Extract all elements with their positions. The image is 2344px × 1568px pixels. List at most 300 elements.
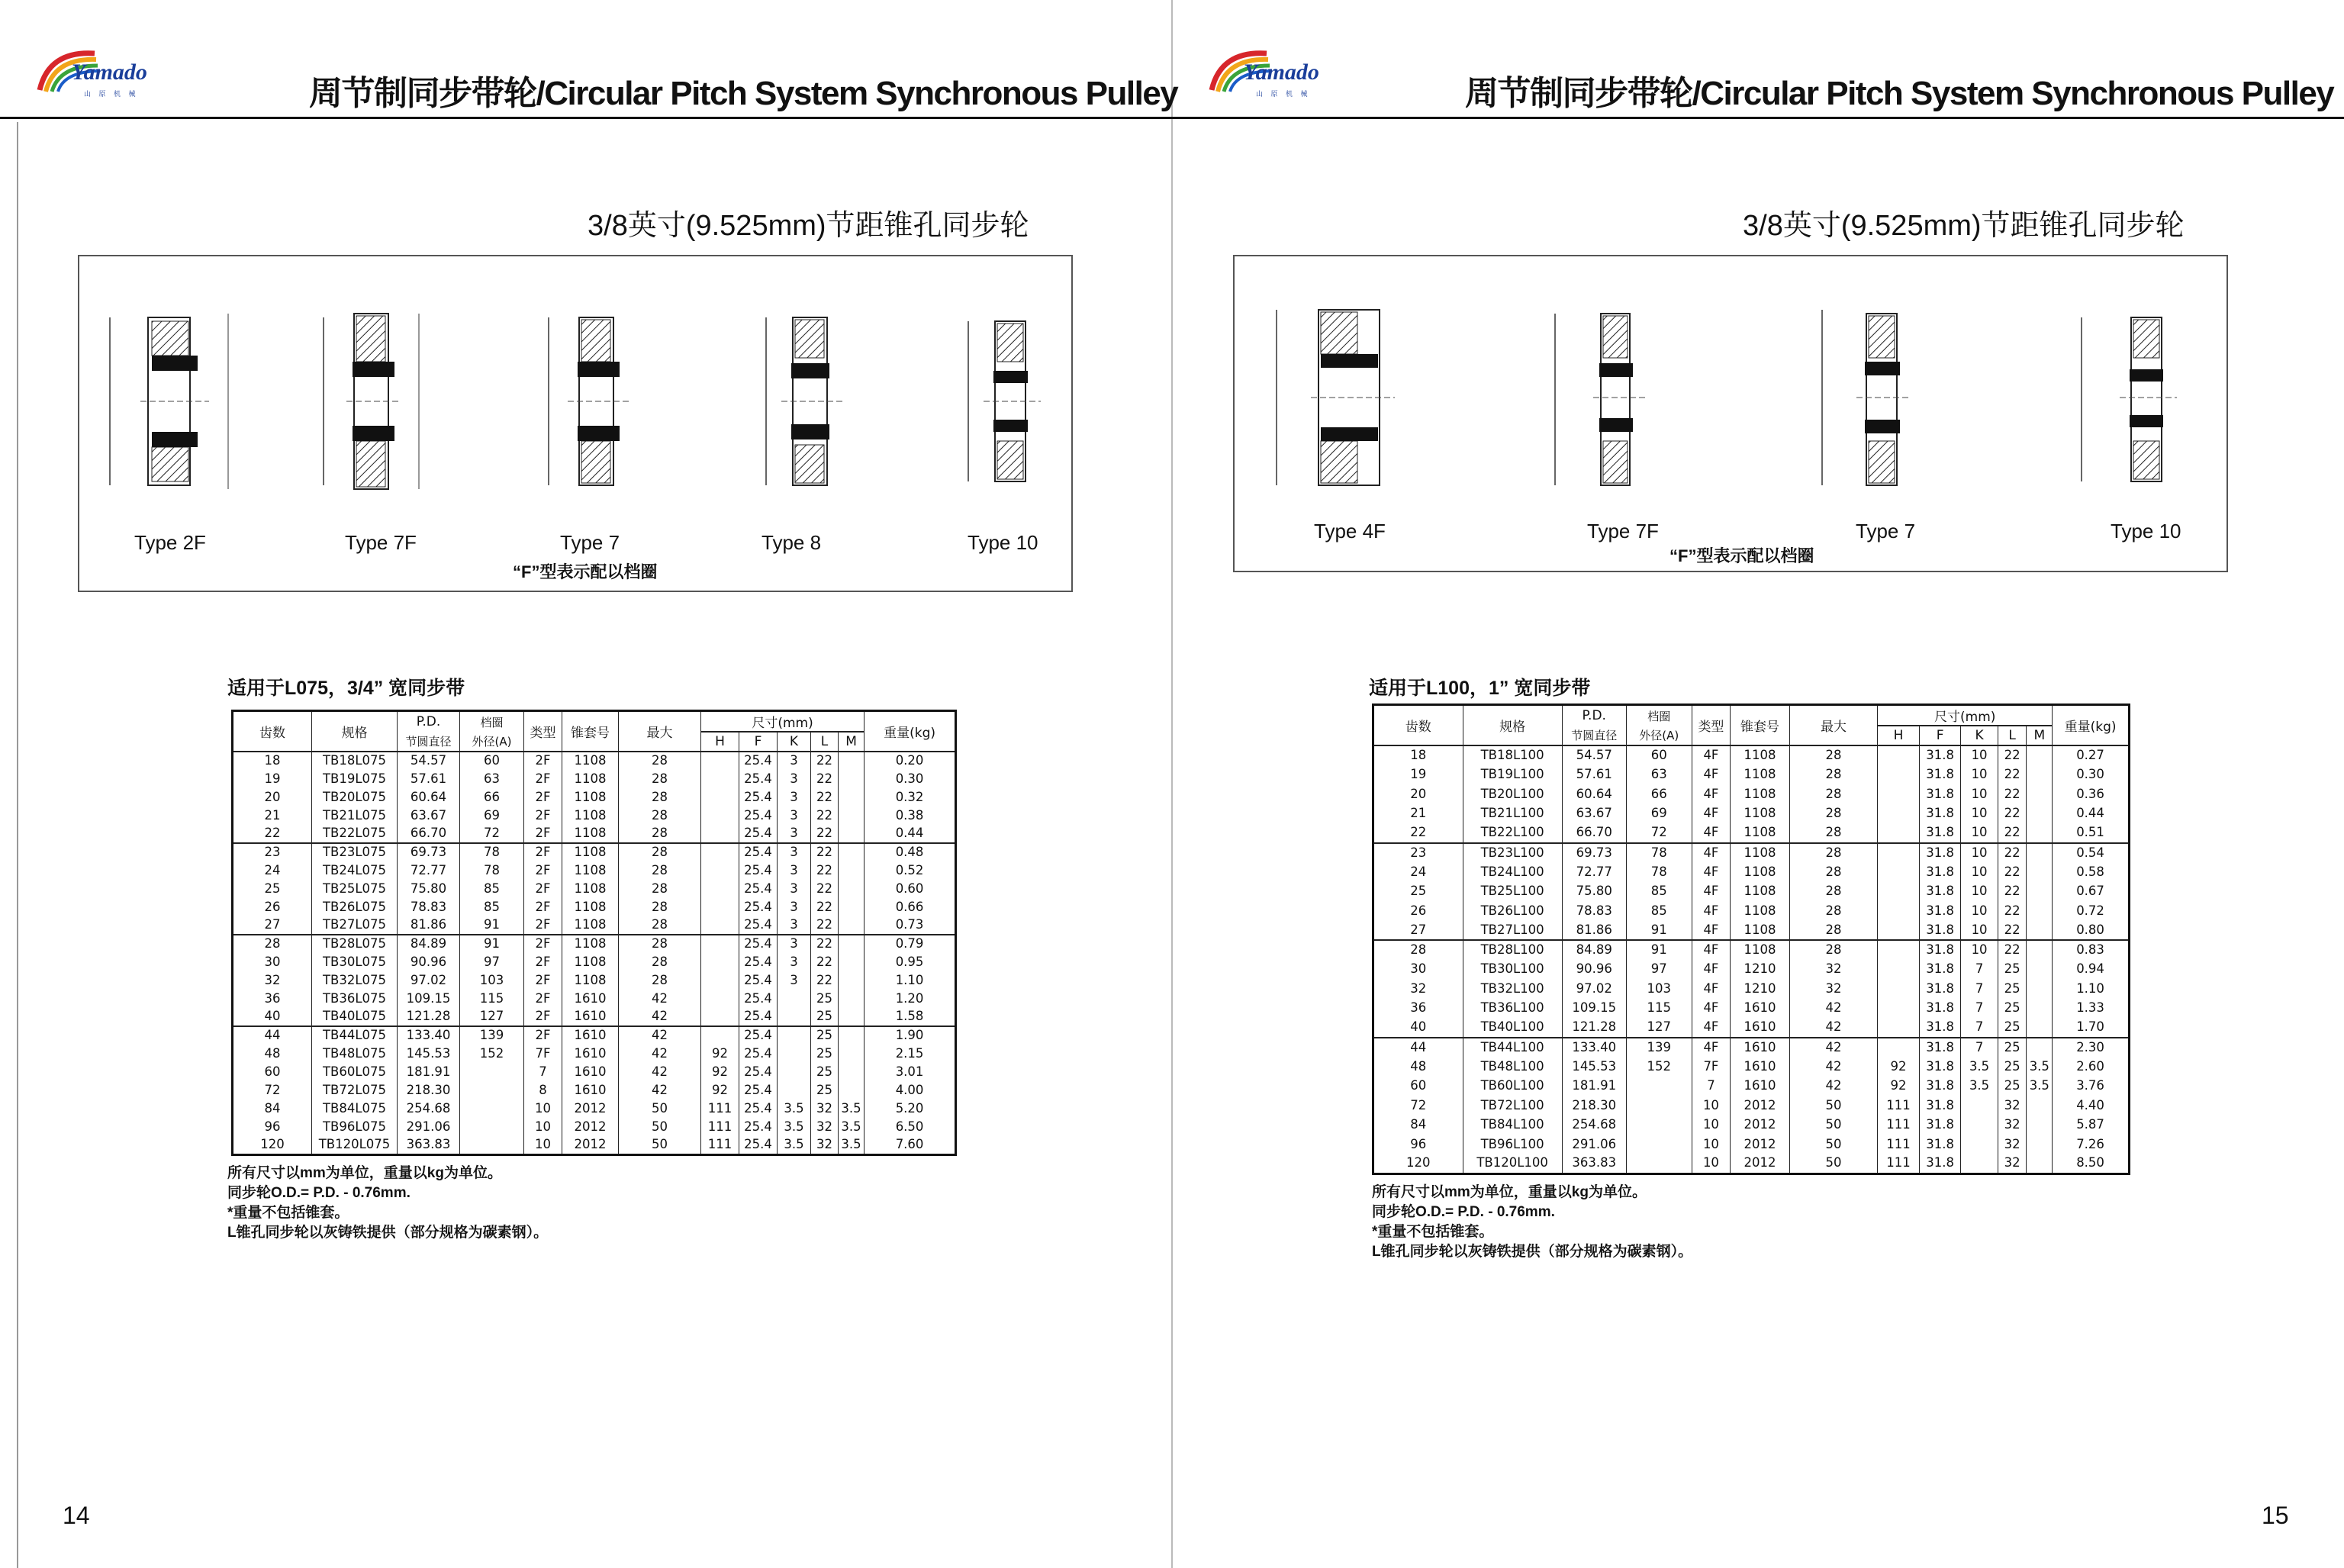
col-k: K bbox=[778, 732, 811, 752]
table-cell: 26 bbox=[233, 898, 312, 916]
table-cell: 7 bbox=[1961, 999, 1998, 1019]
table-cell: 25 bbox=[1998, 999, 2027, 1019]
table-cell: TB28L100 bbox=[1463, 940, 1562, 960]
table-cell: 28 bbox=[1789, 823, 1877, 843]
table-cell: TB120L075 bbox=[312, 1136, 398, 1154]
table-cell bbox=[1878, 921, 1920, 941]
table-cell bbox=[1878, 862, 1920, 882]
table-row bbox=[233, 1081, 956, 1100]
table-cell: 3 bbox=[778, 825, 811, 843]
table-cell: 363.83 bbox=[1562, 1154, 1626, 1174]
table-cell: 2012 bbox=[1731, 1116, 1790, 1135]
table-cell: 60 bbox=[233, 1063, 312, 1081]
table-cell: 22 bbox=[811, 825, 839, 843]
table-cell: 0.48 bbox=[865, 843, 956, 861]
table-cell: 31.8 bbox=[1919, 784, 1961, 804]
table-row bbox=[1373, 1135, 2130, 1154]
table-cell: 3 bbox=[778, 953, 811, 971]
table-cell: 10 bbox=[1961, 940, 1998, 960]
table-cell: 111 bbox=[1878, 1116, 1920, 1135]
type-label: Type 4F bbox=[1314, 520, 1386, 543]
table-cell: 25 bbox=[811, 1026, 839, 1045]
section-subtitle: 3/8英寸(9.525mm)节距锥孔同步轮 bbox=[588, 210, 1029, 242]
table-cell: 22 bbox=[1998, 901, 2027, 921]
table-cell: 111 bbox=[701, 1136, 739, 1154]
table-cell bbox=[701, 825, 739, 843]
table-cell: 4F bbox=[1692, 999, 1730, 1019]
table-cell: 22 bbox=[1998, 823, 2027, 843]
table-cell: 3 bbox=[778, 971, 811, 990]
table-cell: 25.4 bbox=[739, 1026, 778, 1045]
table-cell: 66.70 bbox=[398, 825, 460, 843]
table-cell: 145.53 bbox=[398, 1045, 460, 1063]
table-cell: 25.4 bbox=[739, 825, 778, 843]
table-cell: TB32L075 bbox=[312, 971, 398, 990]
type-8-drawing bbox=[766, 317, 842, 485]
table-cell bbox=[1878, 882, 1920, 902]
table-cell: 4F bbox=[1692, 979, 1730, 999]
table-cell: TB32L100 bbox=[1463, 979, 1562, 999]
col-bush: 锥套号 bbox=[562, 711, 619, 752]
table-cell: 50 bbox=[1789, 1154, 1877, 1174]
table-cell: 1108 bbox=[562, 843, 619, 861]
type-7-drawing bbox=[549, 317, 629, 485]
table-cell bbox=[839, 971, 865, 990]
table-cell: 31.8 bbox=[1919, 979, 1961, 999]
table-cell: 0.83 bbox=[2053, 940, 2130, 960]
table-cell: 2F bbox=[524, 953, 562, 971]
col-teeth: 齿数 bbox=[233, 711, 312, 752]
table-row bbox=[233, 953, 956, 971]
table-cell bbox=[839, 1026, 865, 1045]
table-cell: 0.58 bbox=[2053, 862, 2130, 882]
table-cell: 2012 bbox=[1731, 1135, 1790, 1154]
table-cell bbox=[2027, 843, 2053, 863]
table-cell: 32 bbox=[811, 1100, 839, 1118]
table-cell: 0.20 bbox=[865, 752, 956, 770]
table-cell: TB72L100 bbox=[1463, 1096, 1562, 1116]
table-cell: 28 bbox=[1789, 940, 1877, 960]
table-cell: TB60L075 bbox=[312, 1063, 398, 1081]
table-cell: 25.4 bbox=[739, 880, 778, 898]
table-cell: 25.4 bbox=[739, 1136, 778, 1154]
table-cell bbox=[460, 1063, 524, 1081]
table-cell: 2012 bbox=[562, 1100, 619, 1118]
table-cell: 3 bbox=[778, 880, 811, 898]
table-cell: TB72L075 bbox=[312, 1081, 398, 1100]
col-dims: 尺寸(mm) bbox=[1878, 705, 2053, 726]
table-cell: 10 bbox=[1692, 1116, 1730, 1135]
table-cell: 69.73 bbox=[1562, 843, 1626, 863]
type-7f-drawing bbox=[324, 314, 419, 489]
table-cell: 3.5 bbox=[839, 1136, 865, 1154]
table-cell: 81.86 bbox=[398, 916, 460, 935]
table-row bbox=[233, 880, 956, 898]
table-row bbox=[1373, 1096, 2130, 1116]
table-cell bbox=[701, 807, 739, 825]
table-cell: 84.89 bbox=[398, 935, 460, 953]
table-cell bbox=[2027, 1135, 2053, 1154]
table-cell bbox=[839, 752, 865, 770]
table-cell: 3.5 bbox=[778, 1100, 811, 1118]
table-cell: 69 bbox=[460, 807, 524, 825]
table-cell: TB20L100 bbox=[1463, 784, 1562, 804]
table-cell bbox=[701, 861, 739, 880]
table-body bbox=[1373, 745, 2130, 1174]
type-label: Type 10 bbox=[968, 531, 1038, 554]
table-cell: 25 bbox=[1998, 1038, 2027, 1058]
table-row bbox=[1373, 1154, 2130, 1174]
table-cell bbox=[1626, 1096, 1692, 1116]
table-cell: 72 bbox=[233, 1081, 312, 1100]
table-cell: 218.30 bbox=[1562, 1096, 1626, 1116]
table-cell: 22 bbox=[1998, 784, 2027, 804]
table-cell: 22 bbox=[811, 752, 839, 770]
table-cell: 115 bbox=[1626, 999, 1692, 1019]
table-row bbox=[233, 825, 956, 843]
table-cell bbox=[701, 752, 739, 770]
col-weight: 重量(kg) bbox=[2053, 705, 2130, 746]
table-cell: 139 bbox=[1626, 1038, 1692, 1058]
table-cell: 60.64 bbox=[398, 788, 460, 807]
table-cell: 42 bbox=[1789, 1057, 1877, 1077]
footnote: 所有尺寸以mm为单位，重量以kg为单位。 bbox=[1372, 1184, 1647, 1200]
table-cell: 25.4 bbox=[739, 898, 778, 916]
table-cell: 0.44 bbox=[2053, 804, 2130, 824]
table-cell bbox=[460, 1100, 524, 1118]
table-cell bbox=[1878, 960, 1920, 980]
table-row bbox=[233, 898, 956, 916]
table-cell: 28 bbox=[233, 935, 312, 953]
table-cell: 2012 bbox=[562, 1136, 619, 1154]
table-cell bbox=[839, 861, 865, 880]
table-cell: 0.95 bbox=[865, 953, 956, 971]
table-cell: 31.8 bbox=[1919, 999, 1961, 1019]
table-cell: 2012 bbox=[1731, 1154, 1790, 1174]
table-cell: 28 bbox=[619, 916, 701, 935]
table-cell: 127 bbox=[460, 1008, 524, 1026]
type-label: Type 7F bbox=[345, 531, 417, 554]
table-row bbox=[1373, 979, 2130, 999]
table-cell: 8.50 bbox=[2053, 1154, 2130, 1174]
col-h: H bbox=[701, 732, 739, 752]
table-cell: 2F bbox=[524, 971, 562, 990]
col-teeth: 齿数 bbox=[1373, 705, 1463, 746]
table-cell: 4F bbox=[1692, 940, 1730, 960]
table-cell: TB21L100 bbox=[1463, 804, 1562, 824]
table-cell bbox=[1961, 1116, 1998, 1135]
table-cell: 4F bbox=[1692, 901, 1730, 921]
table-cell: TB84L100 bbox=[1463, 1116, 1562, 1135]
table-cell: 31.8 bbox=[1919, 901, 1961, 921]
footnote: L锥孔同步轮以灰铸铁提供（部分规格为碳素钢）。 bbox=[227, 1225, 549, 1241]
table-cell: 96 bbox=[233, 1118, 312, 1136]
table-cell: 78 bbox=[460, 843, 524, 861]
table-cell: 28 bbox=[1789, 901, 1877, 921]
table-cell: 1.10 bbox=[865, 971, 956, 990]
table-cell: 25 bbox=[1998, 1077, 2027, 1096]
table-cell bbox=[2027, 745, 2053, 765]
table-cell bbox=[1878, 843, 1920, 863]
col-f: F bbox=[739, 732, 778, 752]
table-cell: 78.83 bbox=[1562, 901, 1626, 921]
logo-subtext: 山 原 机 械 bbox=[1256, 90, 1311, 98]
table-cell bbox=[2027, 1018, 2053, 1038]
table-cell: TB19L100 bbox=[1463, 765, 1562, 785]
table-cell: 96 bbox=[1373, 1135, 1463, 1154]
table-cell: 5.87 bbox=[2053, 1116, 2130, 1135]
table-cell: 26 bbox=[1373, 901, 1463, 921]
table-row bbox=[233, 861, 956, 880]
table-cell: 4.00 bbox=[865, 1081, 956, 1100]
col-m: M bbox=[2027, 726, 2053, 745]
table-cell: 28 bbox=[1789, 765, 1877, 785]
table-cell: 2F bbox=[524, 898, 562, 916]
table-cell: 7 bbox=[1961, 1018, 1998, 1038]
table-cell: 25.4 bbox=[739, 916, 778, 935]
table-cell: 31.8 bbox=[1919, 940, 1961, 960]
col-l: L bbox=[811, 732, 839, 752]
table-cell: 22 bbox=[811, 898, 839, 916]
table-cell: 31.8 bbox=[1919, 1077, 1961, 1096]
table-cell: 78 bbox=[460, 861, 524, 880]
table-cell bbox=[839, 825, 865, 843]
table-cell: 1108 bbox=[562, 898, 619, 916]
table-cell: 72.77 bbox=[1562, 862, 1626, 882]
table-cell: 121.28 bbox=[1562, 1018, 1626, 1038]
table-cell bbox=[839, 990, 865, 1008]
table-cell: 22 bbox=[1998, 765, 2027, 785]
table-cell: 69.73 bbox=[398, 843, 460, 861]
table-cell: 3 bbox=[778, 788, 811, 807]
table-row bbox=[1373, 940, 2130, 960]
table-cell bbox=[839, 916, 865, 935]
table-cell: 1610 bbox=[1731, 1018, 1790, 1038]
table-title: 适用于L100，1” 宽同步带 bbox=[1369, 678, 1591, 699]
table-cell: 3.5 bbox=[2027, 1057, 2053, 1077]
logo-text: Yamado bbox=[1244, 60, 1319, 85]
table-cell: 50 bbox=[619, 1136, 701, 1154]
table-row bbox=[233, 807, 956, 825]
table-cell: 10 bbox=[1961, 843, 1998, 863]
table-cell: TB18L075 bbox=[312, 752, 398, 770]
table-cell: 22 bbox=[811, 843, 839, 861]
yamado-logo bbox=[1206, 44, 1343, 98]
table-cell: 28 bbox=[1789, 804, 1877, 824]
table-cell: TB40L075 bbox=[312, 1008, 398, 1026]
col-type: 类型 bbox=[1692, 705, 1730, 746]
table-cell: 10 bbox=[1692, 1154, 1730, 1174]
table-cell: 40 bbox=[1373, 1018, 1463, 1038]
col-pd: P.D. bbox=[1562, 705, 1626, 726]
table-cell: 4F bbox=[1692, 862, 1730, 882]
table-cell bbox=[2027, 1154, 2053, 1174]
table-cell: 25 bbox=[1998, 979, 2027, 999]
table-cell: 28 bbox=[619, 953, 701, 971]
col-bush: 锥套号 bbox=[1731, 705, 1790, 746]
table-cell: 1108 bbox=[1731, 745, 1790, 765]
table-cell: 40 bbox=[233, 1008, 312, 1026]
table-cell: 3.5 bbox=[778, 1118, 811, 1136]
table-cell: 32 bbox=[1998, 1154, 2027, 1174]
header-rule bbox=[0, 117, 1172, 119]
col-flange-sub: 外径(A) bbox=[460, 732, 524, 752]
table-cell: 54.57 bbox=[398, 752, 460, 770]
table-row bbox=[1373, 843, 2130, 863]
table-cell bbox=[778, 1063, 811, 1081]
col-flange: 档圈 bbox=[1626, 705, 1692, 726]
table-cell: 120 bbox=[233, 1136, 312, 1154]
table-cell: 10 bbox=[1961, 745, 1998, 765]
col-pd: P.D. bbox=[398, 711, 460, 732]
table-row bbox=[1373, 882, 2130, 902]
col-f: F bbox=[1919, 726, 1961, 745]
table-row bbox=[233, 1045, 956, 1063]
table-cell: TB28L075 bbox=[312, 935, 398, 953]
table-cell: 50 bbox=[1789, 1116, 1877, 1135]
table-cell: 0.44 bbox=[865, 825, 956, 843]
table-cell: 25.4 bbox=[739, 971, 778, 990]
table-cell: 1610 bbox=[562, 1008, 619, 1026]
table-cell: 4F bbox=[1692, 1038, 1730, 1058]
table-cell: 133.40 bbox=[398, 1026, 460, 1045]
table-cell: 97 bbox=[460, 953, 524, 971]
table-cell: 25.4 bbox=[739, 770, 778, 788]
table-cell: 7 bbox=[1961, 1038, 1998, 1058]
table-row bbox=[1373, 960, 2130, 980]
table-cell: 1610 bbox=[562, 1026, 619, 1045]
table-cell: 7F bbox=[524, 1045, 562, 1063]
table-cell: 22 bbox=[811, 953, 839, 971]
table-cell: 1.33 bbox=[2053, 999, 2130, 1019]
table-cell: 2F bbox=[524, 788, 562, 807]
table-cell: 28 bbox=[1789, 862, 1877, 882]
table-cell: 25.4 bbox=[739, 1008, 778, 1026]
table-cell bbox=[1878, 765, 1920, 785]
table-cell: 1108 bbox=[562, 825, 619, 843]
table-cell: TB84L075 bbox=[312, 1100, 398, 1118]
table-cell: 18 bbox=[233, 752, 312, 770]
table-cell: 90.96 bbox=[1562, 960, 1626, 980]
col-h: H bbox=[1878, 726, 1920, 745]
table-cell: 1610 bbox=[562, 1045, 619, 1063]
table-cell: 85 bbox=[1626, 882, 1692, 902]
table-row bbox=[1373, 804, 2130, 824]
table-cell: 10 bbox=[1692, 1135, 1730, 1154]
table-cell: 7 bbox=[1692, 1077, 1730, 1096]
table-cell: TB27L075 bbox=[312, 916, 398, 935]
table-cell: 50 bbox=[619, 1118, 701, 1136]
table-cell: 1.58 bbox=[865, 1008, 956, 1026]
table-cell: 7F bbox=[1692, 1057, 1730, 1077]
table-cell bbox=[839, 788, 865, 807]
table-row bbox=[1373, 901, 2130, 921]
table-cell: 2F bbox=[524, 861, 562, 880]
table-cell: 31.8 bbox=[1919, 1057, 1961, 1077]
table-cell: 72 bbox=[1373, 1096, 1463, 1116]
table-cell: 28 bbox=[619, 807, 701, 825]
table-cell: 10 bbox=[1961, 882, 1998, 902]
table-cell: 25.4 bbox=[739, 953, 778, 971]
table-cell: 133.40 bbox=[1562, 1038, 1626, 1058]
table-cell bbox=[839, 1081, 865, 1100]
table-cell: 28 bbox=[1789, 921, 1877, 941]
table-cell: 0.94 bbox=[2053, 960, 2130, 980]
table-cell: 25.4 bbox=[739, 788, 778, 807]
table-cell: 0.30 bbox=[865, 770, 956, 788]
type-label: Type 2F bbox=[134, 531, 206, 554]
table-row bbox=[233, 752, 956, 770]
table-cell: 92 bbox=[1878, 1077, 1920, 1096]
table-cell: 1108 bbox=[562, 752, 619, 770]
table-cell: TB20L075 bbox=[312, 788, 398, 807]
table-cell: 4F bbox=[1692, 843, 1730, 863]
table-cell: TB96L100 bbox=[1463, 1135, 1562, 1154]
table-cell: 28 bbox=[1789, 784, 1877, 804]
table-cell: 32 bbox=[233, 971, 312, 990]
table-cell: 2.15 bbox=[865, 1045, 956, 1063]
table-cell bbox=[2027, 999, 2053, 1019]
table-cell: 31.8 bbox=[1919, 862, 1961, 882]
table-cell: TB19L075 bbox=[312, 770, 398, 788]
table-cell bbox=[1626, 1135, 1692, 1154]
table-cell bbox=[778, 1026, 811, 1045]
table-cell bbox=[1878, 979, 1920, 999]
table-row bbox=[233, 916, 956, 935]
table-cell: 10 bbox=[1961, 765, 1998, 785]
table-cell: 2012 bbox=[1731, 1096, 1790, 1116]
table-cell: 181.91 bbox=[1562, 1077, 1626, 1096]
table-cell: 81.86 bbox=[1562, 921, 1626, 941]
table-cell: 18 bbox=[1373, 745, 1463, 765]
page-number: 14 bbox=[63, 1502, 90, 1529]
table-row bbox=[1373, 999, 2130, 1019]
table-cell: 84.89 bbox=[1562, 940, 1626, 960]
table-cell: 111 bbox=[1878, 1154, 1920, 1174]
table-cell: TB44L100 bbox=[1463, 1038, 1562, 1058]
table-cell: 1108 bbox=[562, 971, 619, 990]
table-cell: 7.60 bbox=[865, 1136, 956, 1154]
table-row bbox=[1373, 1116, 2130, 1135]
table-cell: 31.8 bbox=[1919, 745, 1961, 765]
table-cell: 42 bbox=[1789, 1077, 1877, 1096]
table-cell: 97.02 bbox=[1562, 979, 1626, 999]
table-cell: 24 bbox=[1373, 862, 1463, 882]
table-cell: 291.06 bbox=[1562, 1135, 1626, 1154]
table-cell: 22 bbox=[1998, 862, 2027, 882]
table-row bbox=[233, 1063, 956, 1081]
table-cell: 3 bbox=[778, 916, 811, 935]
header-rule bbox=[1172, 117, 2344, 119]
table-cell bbox=[839, 843, 865, 861]
table-cell: 78 bbox=[1626, 843, 1692, 863]
table-cell: 28 bbox=[619, 788, 701, 807]
table-cell: 1108 bbox=[1731, 765, 1790, 785]
table-cell: TB25L100 bbox=[1463, 882, 1562, 902]
table-cell: 60 bbox=[460, 752, 524, 770]
table-cell: 0.27 bbox=[2053, 745, 2130, 765]
table-cell: 25 bbox=[233, 880, 312, 898]
table-cell: 1.90 bbox=[865, 1026, 956, 1045]
table-cell: 85 bbox=[460, 880, 524, 898]
type-label: Type 7 bbox=[560, 531, 620, 554]
table-cell: 60 bbox=[1373, 1077, 1463, 1096]
table-cell bbox=[1878, 745, 1920, 765]
table-cell: 3 bbox=[778, 843, 811, 861]
table-row bbox=[1373, 921, 2130, 941]
table-cell: 22 bbox=[811, 880, 839, 898]
type-4f-drawing bbox=[1277, 310, 1395, 485]
